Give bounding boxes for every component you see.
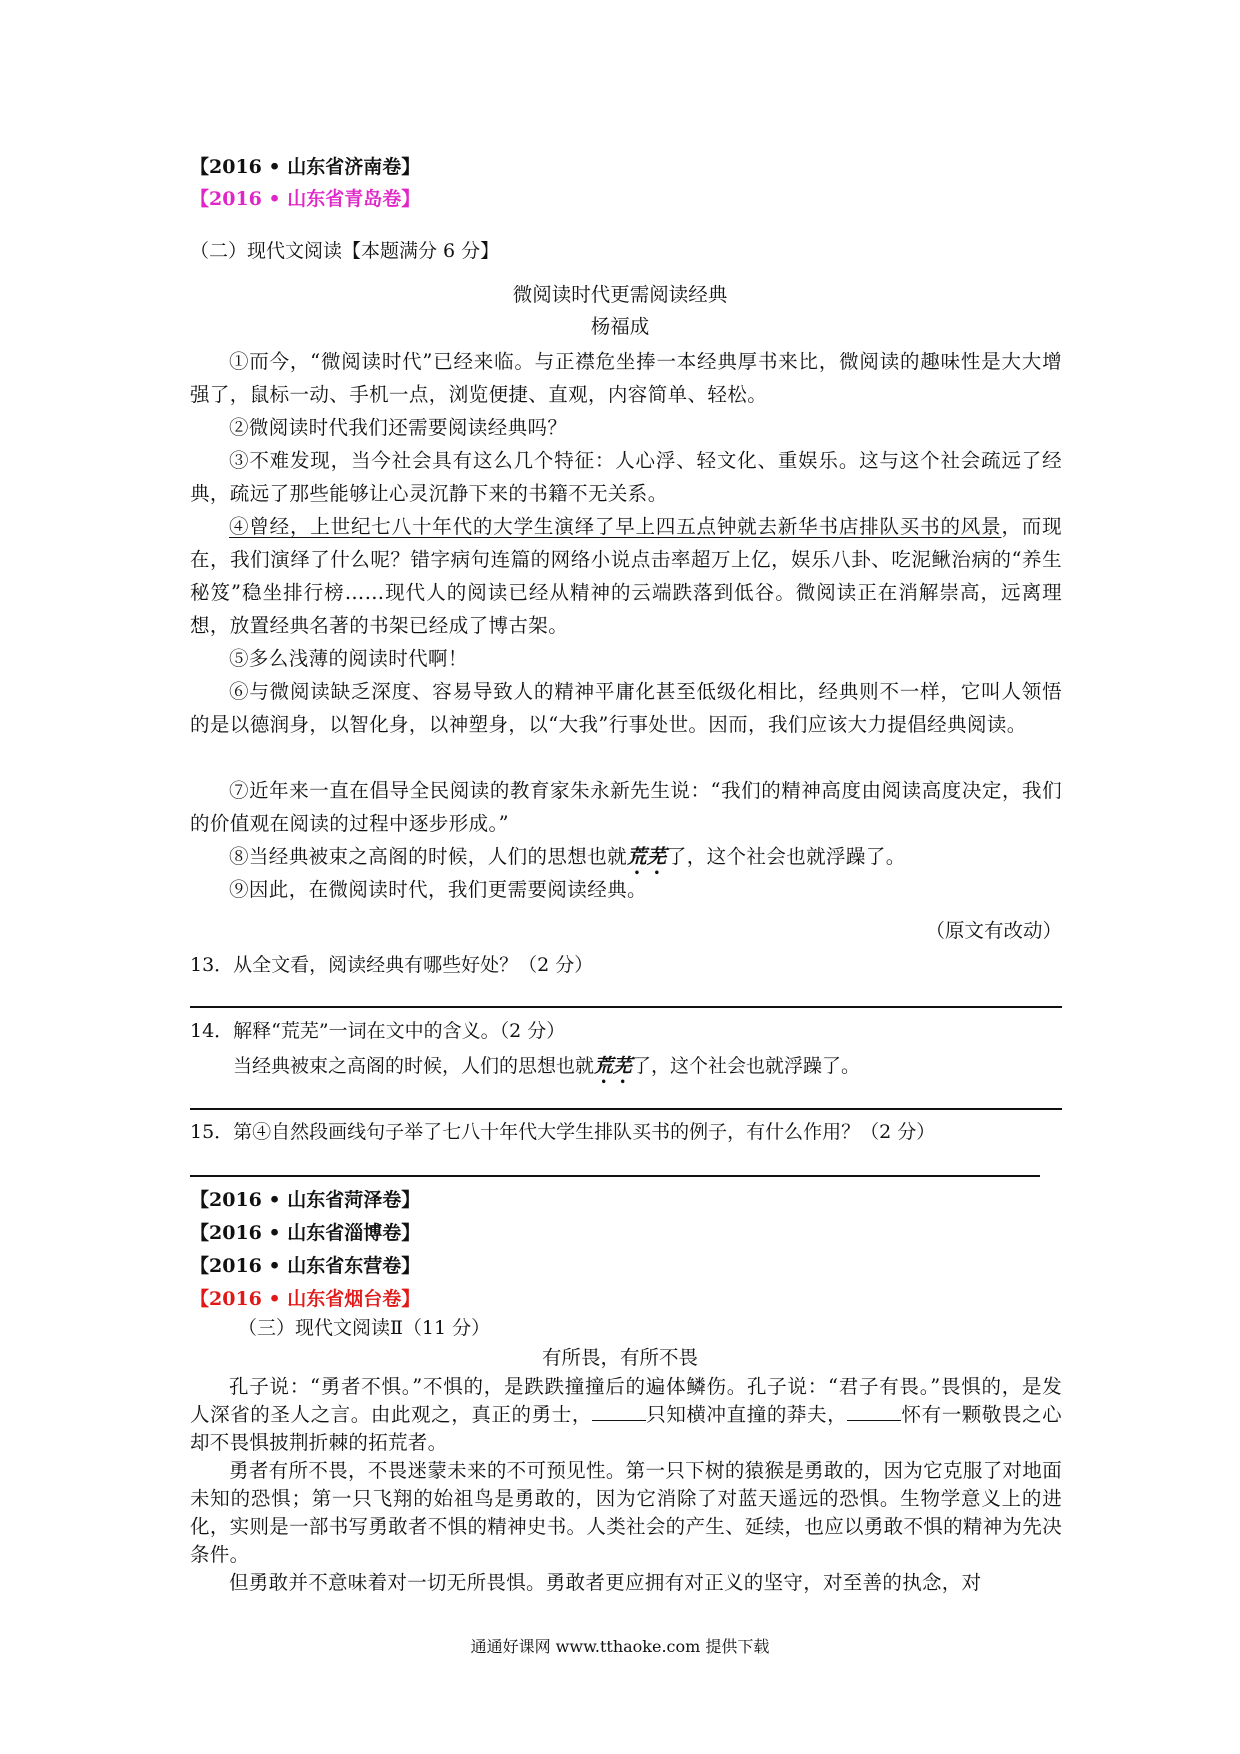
paragraph-2: ②微阅读时代我们还需要阅读经典吗？: [229, 416, 568, 439]
quote-end: 了，这个社会也就浮躁了。: [632, 1055, 861, 1077]
answer-line-14[interactable]: [190, 1108, 1062, 1110]
source-label-heze: 【2016 • 山东省菏泽卷】: [190, 1189, 421, 1211]
answer-line-15[interactable]: [190, 1175, 1040, 1177]
question-15: 15．第④自然段画线句子举了七八十年代大学生排队买书的例子，有什么作用？（2 分）: [190, 1121, 936, 1143]
source-label-yantai: 【2016 • 山东省烟台卷】: [190, 1288, 421, 1310]
article-author: 杨福成: [590, 315, 650, 338]
paragraph-4-rest: ，而现在，我们演绎了什么呢？错字病句连篇的网络小说点击率超万上亿，娱乐八卦、吃泥鳅治病的“养生秘笈”稳坐排行榜……现代人的阅读已经从精神的云端跌落到低谷。微阅读正在消解崇高，远离理想，放置经典名著的书架已经成了博古架。: [190, 515, 1063, 637]
section-two-heading: （二）现代文阅读【本题满分 6 分】: [190, 240, 500, 262]
essay-p1-part-c: 怀有一颗敬畏之心却不畏惧披荆折棘的拓荒者。: [190, 1403, 1062, 1454]
source-label-zibo: 【2016 • 山东省淄博卷】: [190, 1222, 421, 1244]
question-13: 13．从全文看，阅读经典有哪些好处？（2 分）: [190, 954, 594, 976]
emphasized-word: 荒芜: [627, 845, 667, 868]
source-label-dongying: 【2016 • 山东省东营卷】: [190, 1255, 421, 1277]
paragraph-4: [190, 510, 1062, 642]
essay-paragraph-3: 但勇敢并不意味着对一切无所畏惧。勇敢者更应拥有对正义的坚守，对至善的执念，对: [229, 1571, 982, 1594]
paragraph-5: ⑤多么浅薄的阅读时代啊！: [229, 647, 468, 670]
essay-paragraph-2: 勇者有所不畏，不畏迷蒙未来的不可预见性。第一只下树的猿猴是勇敢的，因为它克服了对地面未知的恐惧；第一只飞翔的始祖鸟是勇敢的，因为它消除了对蓝天遥远的恐惧。生物学意义上的进化，实则是一部书写勇敢者不惧的精神史书。人类社会的产生、延续，也应以勇敢不惧的精神为先决条件。: [190, 1459, 1062, 1566]
essay-paragraph-1: [190, 1373, 1062, 1457]
source-label-qingdao: 【2016 • 山东省青岛卷】: [190, 188, 421, 210]
paragraph-8-start: ⑧当经典被束之高阁的时候，人们的思想也就: [229, 845, 628, 868]
answer-line-13[interactable]: [190, 1006, 1062, 1008]
fill-blank-1[interactable]: [592, 1402, 646, 1421]
paragraph-1: ①而今，“微阅读时代”已经来临。与正襟危坐捧一本经典厚书来比，微阅读的趣味性是大大增强了，鼠标一动、手机一点，浏览便捷、直观，内容简单、轻松。: [190, 350, 1062, 406]
paragraph-8-end: 了，这个社会也就浮躁了。: [666, 845, 906, 868]
question-14-quote: [233, 1053, 860, 1088]
section-three-heading: （三）现代文阅读Ⅱ（11 分）: [238, 1317, 491, 1339]
essay-p1-part-a: 孔子说：“勇者不惧。”不惧的，是跌跌撞撞后的遍体鳞伤。孔子说：“君子有畏。”畏惧的，是发人深省的圣人之言。由此观之，真正的勇士，: [190, 1375, 1062, 1426]
quote-start: 当经典被束之高阁的时候，人们的思想也就: [233, 1055, 595, 1077]
article-title: 微阅读时代更需阅读经典: [512, 283, 728, 306]
paragraph-9: ⑨因此，在微阅读时代，我们更需要阅读经典。: [229, 878, 647, 901]
quote-emphasized-word: 荒芜: [594, 1055, 633, 1077]
fill-blank-2[interactable]: [847, 1402, 901, 1421]
paragraph-3: ③不难发现，当今社会具有这么几个特征：人心浮、轻文化、重娱乐。这与这个社会疏远了经典，疏远了那些能够让心灵沉静下来的书籍不无关系。: [190, 449, 1062, 505]
paragraph-7: ⑦近年来一直在倡导全民阅读的教育家朱永新先生说：“我们的精神高度由阅读高度决定，我们的价值观在阅读的过程中逐步形成。”: [190, 779, 1062, 835]
revision-note: （原文有改动）: [925, 919, 1062, 942]
underlined-sentence: ④曾经，上世纪七八十年代的大学生演绎了早上四五点钟就去新华书店排队买书的风景: [229, 515, 1002, 538]
question-14: 14．解释“荒芜”一词在文中的含义。（2 分）: [190, 1020, 566, 1042]
essay-title: 有所畏，有所不畏: [541, 1346, 698, 1369]
source-label-jinan: 【2016 • 山东省济南卷】: [190, 156, 421, 178]
page-footer: 通通好课网 www.tthaoke.com 提供下载: [470, 1637, 770, 1656]
essay-p1-part-b: 只知横冲直撞的莽夫，: [645, 1403, 848, 1426]
paragraph-6: ⑥与微阅读缺乏深度、容易导致人的精神平庸化甚至低级化相比，经典则不一样，它叫人领悟的是以德润身，以智化身，以神塑身，以“大我”行事处世。因而，我们应该大力提倡经典阅读。: [190, 680, 1062, 736]
